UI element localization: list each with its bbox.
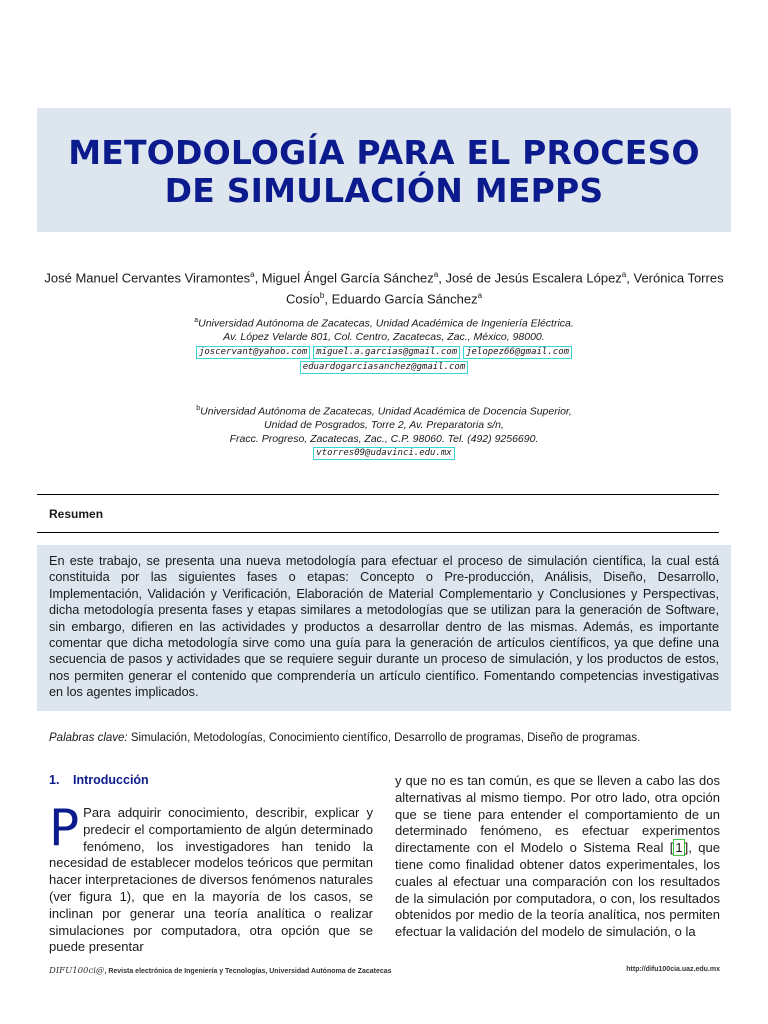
right-column: y que no es tan común, es que se lleven a cabo las dos alternativas al mismo tiempo. Por otro lado, otra opción que se tiene para entender el comportamiento de un determinado fenómeno, es efectuar experimentos directamente con el Modelo o Sistema Real [ 1 ], que tiene como finalidad obtener datos experimentales, los cuales al efectuar una comparación con los resultados de la simulación por computadora, o con, los resultados obtenidos por medio de la teoría analítica, nos permiten efectuar la validación del modelo de simulación, o la: [395, 773, 720, 940]
paper-title: [37, 134, 731, 210]
title-line-2: DE SIMULACIÓN MEPPS: [164, 171, 604, 210]
email-link[interactable]: joscervant@yahoo.com: [196, 346, 310, 359]
email-link[interactable]: eduardogarciasanchez@gmail.com: [300, 361, 469, 374]
affiliation-line: Universidad Autónoma de Zacatecas, Unidad Académica de Docencia Superior,: [200, 405, 572, 418]
affiliation-a: $^a$Universidad Autónoma de Zacatecas, Unidad Académica de Ingeniería Eléctrica. Av. López Velarde 801, Col. Centro, Zacatecas, Zac., México, 98000. joscervant@yahoo.com miguel.a.garcias@gmail.com jelopez66@gmail.com eduardogarciasanchez@gmail.com: [40, 314, 728, 375]
email-link[interactable]: jelopez66@gmail.com: [463, 346, 572, 359]
section-heading: [49, 773, 373, 787]
intro-paragraph: [49, 799, 373, 956]
affiliation-line: Universidad Autónoma de Zacatecas, Unidad Académica de Ingeniería Eléctrica.: [198, 317, 574, 330]
affiliation-line: Unidad de Posgrados, Torre 2, Av. Preparatoria s/n,: [264, 419, 504, 431]
journal-logo: DIFU100ci@: [49, 966, 105, 976]
abstract-box: [37, 545, 731, 711]
email-link[interactable]: miguel.a.garcias@gmail.com: [313, 346, 460, 359]
footer-url[interactable]: http://difu100cia.uaz.edu.mx: [626, 966, 720, 973]
affiliation-line: Av. López Velarde 801, Col. Centro, Zacatecas, Zac., México, 98000.: [223, 331, 545, 343]
body-text: y que no es tan común, es que se lleven a cabo las dos alternativas al mismo tiempo. Por otro lado, otra opción que se tiene para entender el comportamiento de un determinado fenómeno, es efectuar experimentos directamente con el Modelo o Sistema Real: [395, 773, 720, 856]
footer-text: , Revista electrónica de Ingeniería y Tecnologías, Universidad Autónoma de Zacatecas: [104, 968, 392, 975]
divider: [37, 532, 719, 533]
title-banner: [37, 108, 731, 232]
divider: [37, 494, 719, 495]
footer-journal: [49, 966, 392, 976]
author-name: Miguel Ángel García Sánchez: [261, 270, 434, 286]
author-list: José Manuel Cervantes Viramontes$^a$, Miguel Ángel García Sánchez$^a$, José de Jesús Escalera López$^a$, Verónica Torres Cosío$^b$, Eduardo García Sánchez$^a$: [44, 270, 724, 307]
author-name: Verónica Torres Cosío: [285, 270, 724, 307]
left-column: [49, 773, 373, 956]
author-name: Eduardo García Sánchez: [331, 291, 478, 307]
keywords-text: Simulación, Metodologías, Conocimiento científico, Desarrollo de programas, Diseño de programas.: [130, 732, 641, 744]
section-number: 1.: [49, 773, 60, 787]
title-line-1: METODOLOGÍA PARA EL PROCESO: [68, 133, 700, 172]
affiliation-line: Fracc. Progreso, Zacatecas, Zac., C.P. 98060. Tel. (492) 9256690.: [229, 432, 539, 445]
citation-link[interactable]: 1: [675, 840, 683, 856]
author-name: José de Jesús Escalera López: [445, 270, 622, 286]
email-link[interactable]: vtorres09@udavinci.edu.mx: [313, 447, 454, 460]
drop-cap: P: [49, 799, 80, 857]
author-name: José Manuel Cervantes Viramontes: [44, 270, 251, 286]
body-text: , que tiene como finalidad obtener datos experimentales, los cuales al efectuar una comparación con los resultados de la simulación por computadora, o con, los resultados obtenidos por medio de la teoría analítica, nos permiten efectuar la validación del modelo de simulación, o la: [395, 840, 720, 940]
section-title: Introducción: [73, 773, 149, 787]
keywords: [49, 732, 640, 744]
intro-text: Para adquirir conocimiento, describir, explicar y predecir el comportamiento de algún determinado fenómeno, los investigadores han tenido la necesidad de establecer modelos teóricos que permitan hacer interpretaciones de diversos fenómenos naturales (ver figura 1), que en la mayoría de los casos, se inclinan por generar una teoría analítica o realizar simulaciones por computadora, otra opción que se puede presentar: [49, 805, 373, 955]
abstract-text: En este trabajo, se presenta una nueva metodología para efectuar el proceso de simulación científica, la cual está constituida por las siguientes fases o etapas: Concepto o Pre-producción, Análisis, Diseño, Desarrollo, Implementación, Validación y Verificación, Elaboración de Material Complementario y Conclusiones y Perspectivas, dicha metodología presenta fases y etapas similares a metodologías que se utilizan para la generación de Software, sin embargo, difieren en las actividades y productos a desarrollar dentro de las mismas. Además, es importante comentar que dicha metodología sirve como una guía para la generación de artículos científicos, ya que define una secuencia de pasos y actividades que se requiere seguir durante un proceso de simulación, y los productos de estos, nos permiten generar el contenido que comprendería un artículo científico. Fomentando competencias investigativas en los agentes implicados.: [49, 554, 719, 700]
keywords-label: Palabras clave:: [49, 732, 128, 744]
abstract-heading: Resumen: [49, 507, 104, 521]
affiliation-b: $^b$Universidad Autónoma de Zacatecas, Unidad Académica de Docencia Superior, Unidad de Posgrados, Torre 2, Av. Preparatoria s/n, Fracc. Progreso, Zacatecas, Zac., C.P. 98060. Tel. (492) 9256690. vtorres09@udavinci.edu.mx: [40, 402, 728, 461]
